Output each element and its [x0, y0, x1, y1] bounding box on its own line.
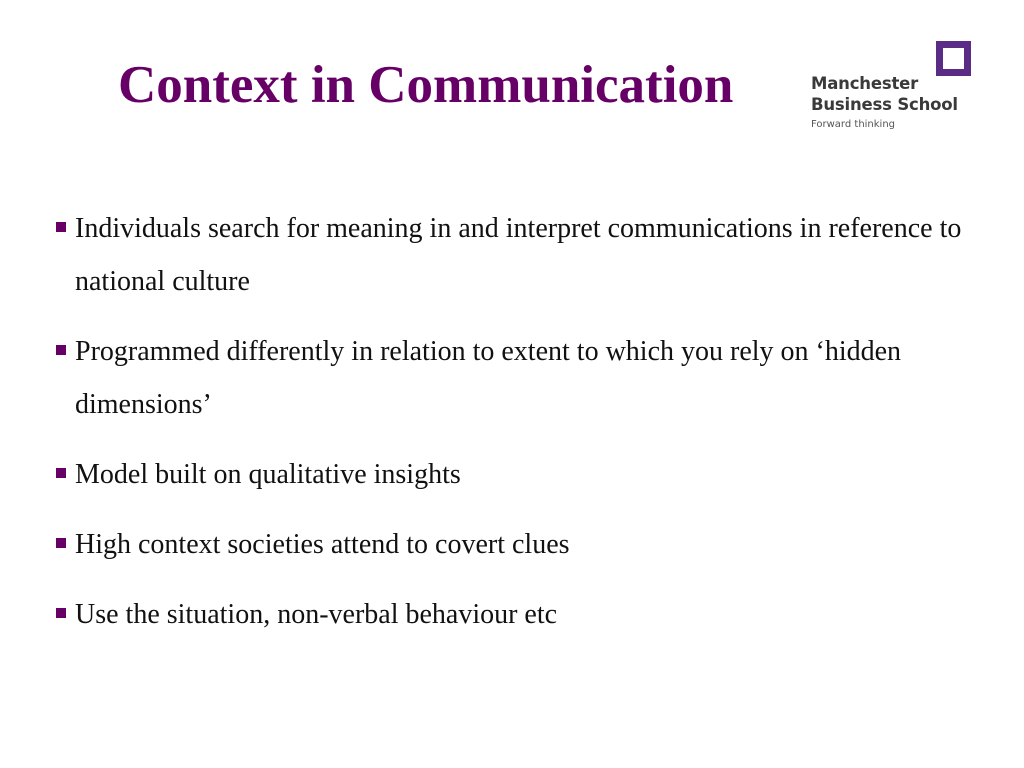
bullet-item: [54, 448, 1004, 501]
bullet-item: [54, 325, 1004, 431]
logo-tagline: Forward thinking: [811, 119, 896, 130]
square-bullet-icon: [56, 222, 66, 232]
logo-name-line1: Manchester: [811, 74, 919, 93]
slide-title: Context in Communication: [118, 56, 734, 114]
square-bullet-icon: [56, 345, 66, 355]
bullet-text: Individuals search for meaning in and interpret communications in reference to national culture: [75, 213, 962, 297]
bullet-item: [54, 202, 1004, 308]
bullet-item: [54, 588, 1004, 641]
square-bullet-icon: [56, 538, 66, 548]
square-bullet-icon: [56, 468, 66, 478]
manchester-business-school-logo: [809, 38, 989, 138]
logo-square-icon: [936, 41, 971, 76]
bullet-text: High context societies attend to covert clues: [75, 529, 570, 560]
logo-name-line2: Business School: [811, 95, 958, 114]
bullet-item: [54, 518, 1004, 571]
bullet-text: Programmed differently in relation to extent to which you rely on ‘hidden dimensions’: [75, 336, 902, 420]
bullet-text: Use the situation, non-verbal behaviour etc: [75, 599, 558, 630]
bullet-list: [54, 202, 1004, 658]
bullet-text: Model built on qualitative insights: [75, 459, 461, 490]
square-bullet-icon: [56, 608, 66, 618]
